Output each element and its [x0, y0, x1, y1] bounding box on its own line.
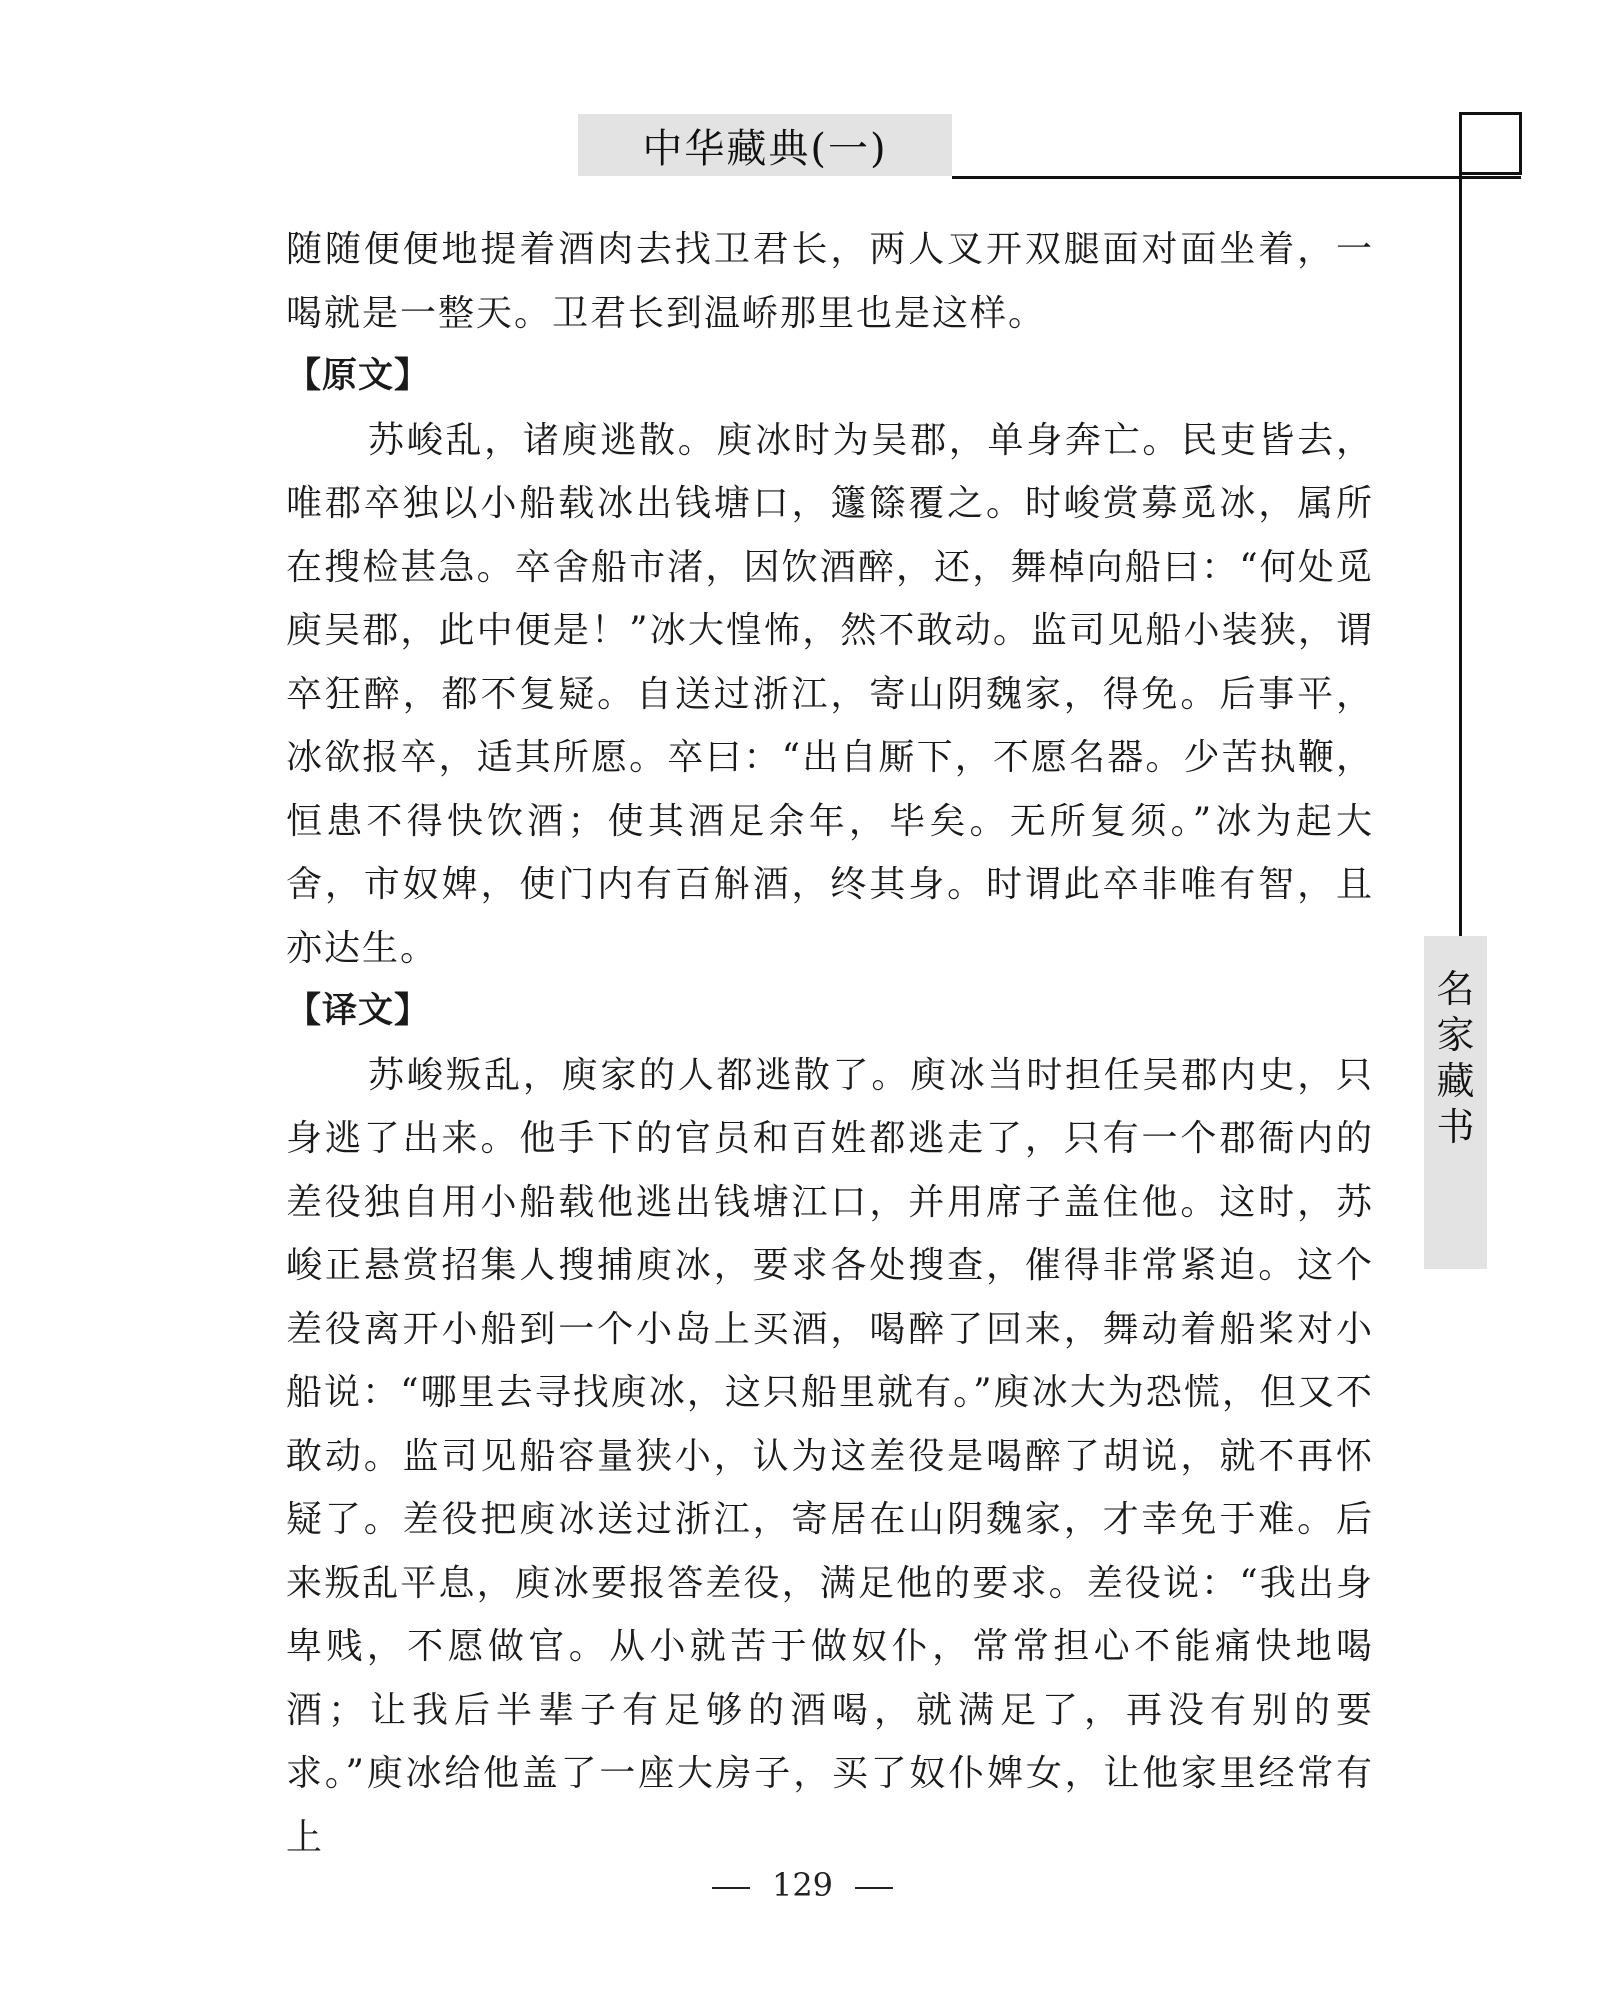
side-tab-char: 藏	[1436, 1059, 1475, 1103]
page-body	[286, 218, 1374, 1869]
original-text-heading: 【原文】	[286, 356, 431, 396]
book-title: 中华藏典(一)	[642, 125, 888, 172]
margin-vertical-rule	[1459, 112, 1462, 937]
intro-paragraph: 随随便便地提着酒肉去找卫君长，两人叉开双腿面对面坐着，一喝就是一整天。卫君长到温峤那里也是这样。	[286, 229, 1374, 334]
translation-heading: 【译文】	[286, 991, 431, 1031]
side-tab-char: 家	[1436, 1013, 1475, 1057]
page-footer	[0, 1866, 1605, 1904]
original-text-paragraph: 苏峻乱，诸庾逃散。庾冰时为吴郡，单身奔亡。民吏皆去，唯郡卒独以小船载冰出钱塘口，籧篨覆之。时峻赏募觅冰，属所在搜检甚急。卒舍船市渚，因饮酒醉，还，舞棹向船曰：“何处觅庾吴郡，此中便是！”冰大惶怖，然不敢动。监司见船小装狭，谓卒狂醉，都不复疑。自送过浙江，寄山阴魏家，得免。后事平，冰欲报卒，适其所愿。卒曰：“出自厮下，不愿名器。少苦执鞭，恒患不得快饮酒；使其酒足余年，毕矣。无所复须。”冰为起大舍，市奴婢，使门内有百斛酒，终其身。时谓此卒非唯有智，且亦达生。	[286, 419, 1374, 969]
section-side-tab	[1424, 936, 1487, 1269]
side-tab-char: 书	[1436, 1105, 1475, 1149]
footer-dash-left	[712, 1887, 750, 1889]
side-tab-char: 名	[1436, 967, 1475, 1011]
header-rule	[952, 176, 1521, 179]
running-header	[578, 114, 952, 176]
corner-square-ornament	[1459, 112, 1522, 175]
translation-paragraph: 苏峻叛乱，庾家的人都逃散了。庾冰当时担任吴郡内史，只身逃了出来。他手下的官员和百姓都逃走了，只有一个郡衙内的差役独自用小船载他逃出钱塘江口，并用席子盖住他。这时，苏峻正悬赏招集人搜捕庾冰，要求各处搜查，催得非常紧迫。这个差役离开小船到一个小岛上买酒，喝醉了回来，舞动着船桨对小船说：“哪里去寻找庾冰，这只船里就有。”庾冰大为恐慌，但又不敢动。监司见船容量狭小，认为这差役是喝醉了胡说，就不再怀疑了。差役把庾冰送过浙江，寄居在山阴魏家，才幸免于难。后来叛乱平息，庾冰要报答差役，满足他的要求。差役说：“我出身卑贱，不愿做官。从小就苦于做奴仆，常常担心不能痛快地喝酒；让我后半辈子有足够的酒喝，就满足了，再没有别的要求。”庾冰给他盖了一座大房子，买了奴仆婢女，让他家里经常有上	[286, 1054, 1374, 1858]
page-number: 129	[771, 1866, 834, 1904]
footer-dash-right	[855, 1887, 893, 1889]
